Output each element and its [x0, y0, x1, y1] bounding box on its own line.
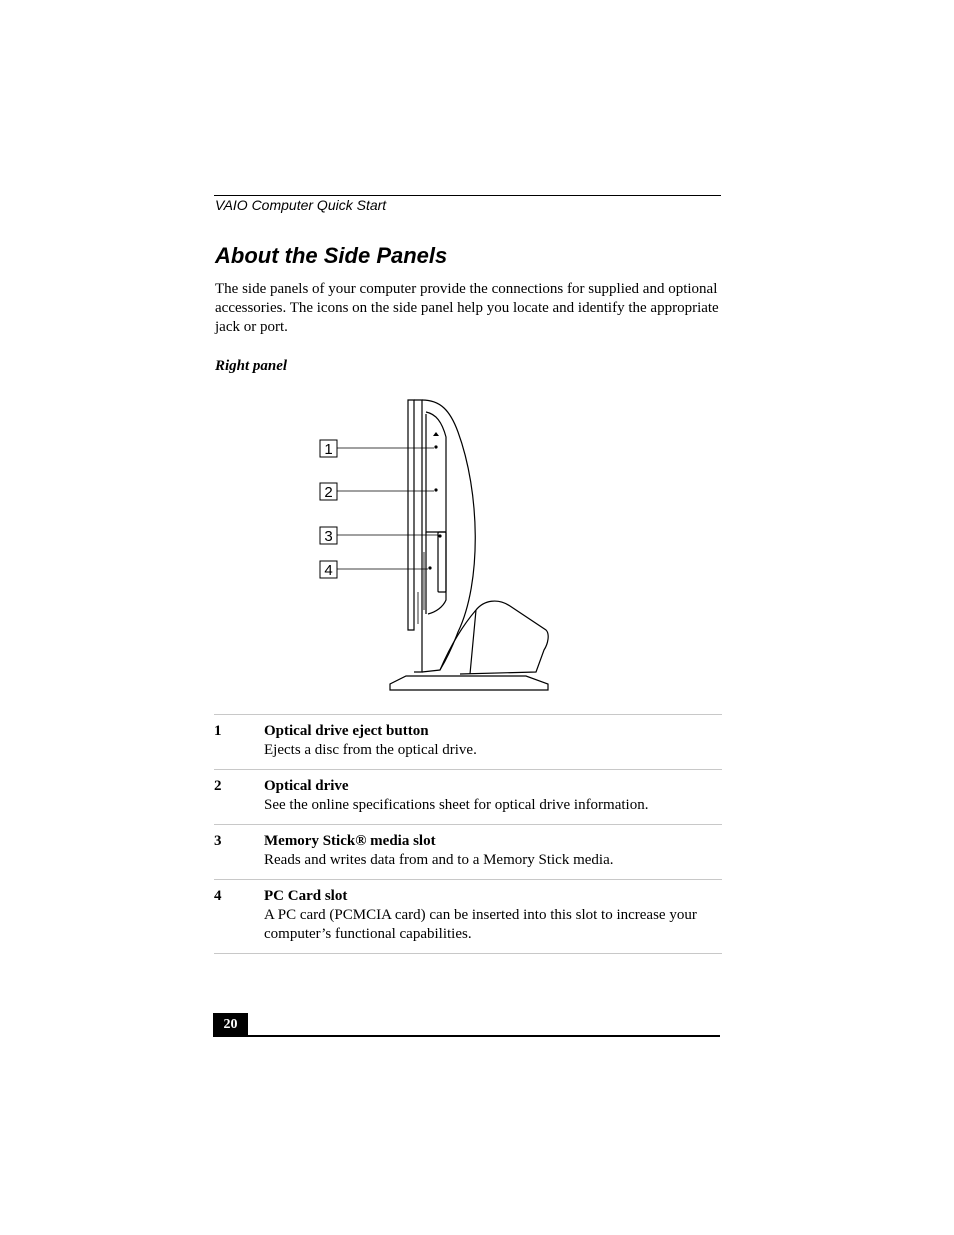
item-title: PC Card slot: [264, 888, 348, 904]
list-item: [214, 715, 722, 770]
item-number: 3: [214, 833, 222, 849]
callout-4-label: 4: [324, 562, 333, 579]
item-number: 4: [214, 888, 222, 904]
intro-paragraph: The side panels of your computer provide the connections for supplied and optional accessories. The icons on the side panel help you locate and identify the appropriate jack or port.: [215, 281, 719, 335]
component-list: [214, 714, 722, 954]
item-number: 2: [214, 778, 222, 794]
list-item: [214, 880, 722, 954]
item-title: Memory Stick® media slot: [264, 833, 436, 849]
item-title: Optical drive: [264, 778, 349, 794]
callout-2: [320, 483, 434, 501]
figure-caption: Right panel: [215, 358, 288, 374]
running-head: VAIO Computer Quick Start: [215, 197, 387, 213]
item-description: See the online specifications sheet for optical drive information.: [264, 797, 649, 813]
item-description: Ejects a disc from the optical drive.: [264, 742, 477, 758]
item-description: A PC card (PCMCIA card) can be inserted into this slot to increase your computer’s functional capabilities.: [264, 907, 697, 942]
callout-3: [320, 527, 438, 545]
callout-1: [320, 440, 434, 458]
callout-2-label: 2: [324, 484, 333, 501]
callout-4: [320, 561, 428, 579]
item-description: Reads and writes data from and to a Memory Stick media.: [264, 852, 614, 868]
item-title: Optical drive eject button: [264, 723, 429, 739]
page-title: About the Side Panels: [215, 243, 448, 268]
callout-1-label: 1: [324, 441, 333, 458]
callout-3-label: 3: [324, 528, 333, 545]
list-item: [214, 770, 722, 825]
header-rule: [214, 195, 721, 196]
list-item: [214, 825, 722, 880]
footer-rule: [213, 1035, 720, 1037]
item-number: 1: [214, 723, 222, 739]
page-number: 20: [213, 1013, 248, 1036]
right-panel-diagram: [300, 392, 560, 697]
